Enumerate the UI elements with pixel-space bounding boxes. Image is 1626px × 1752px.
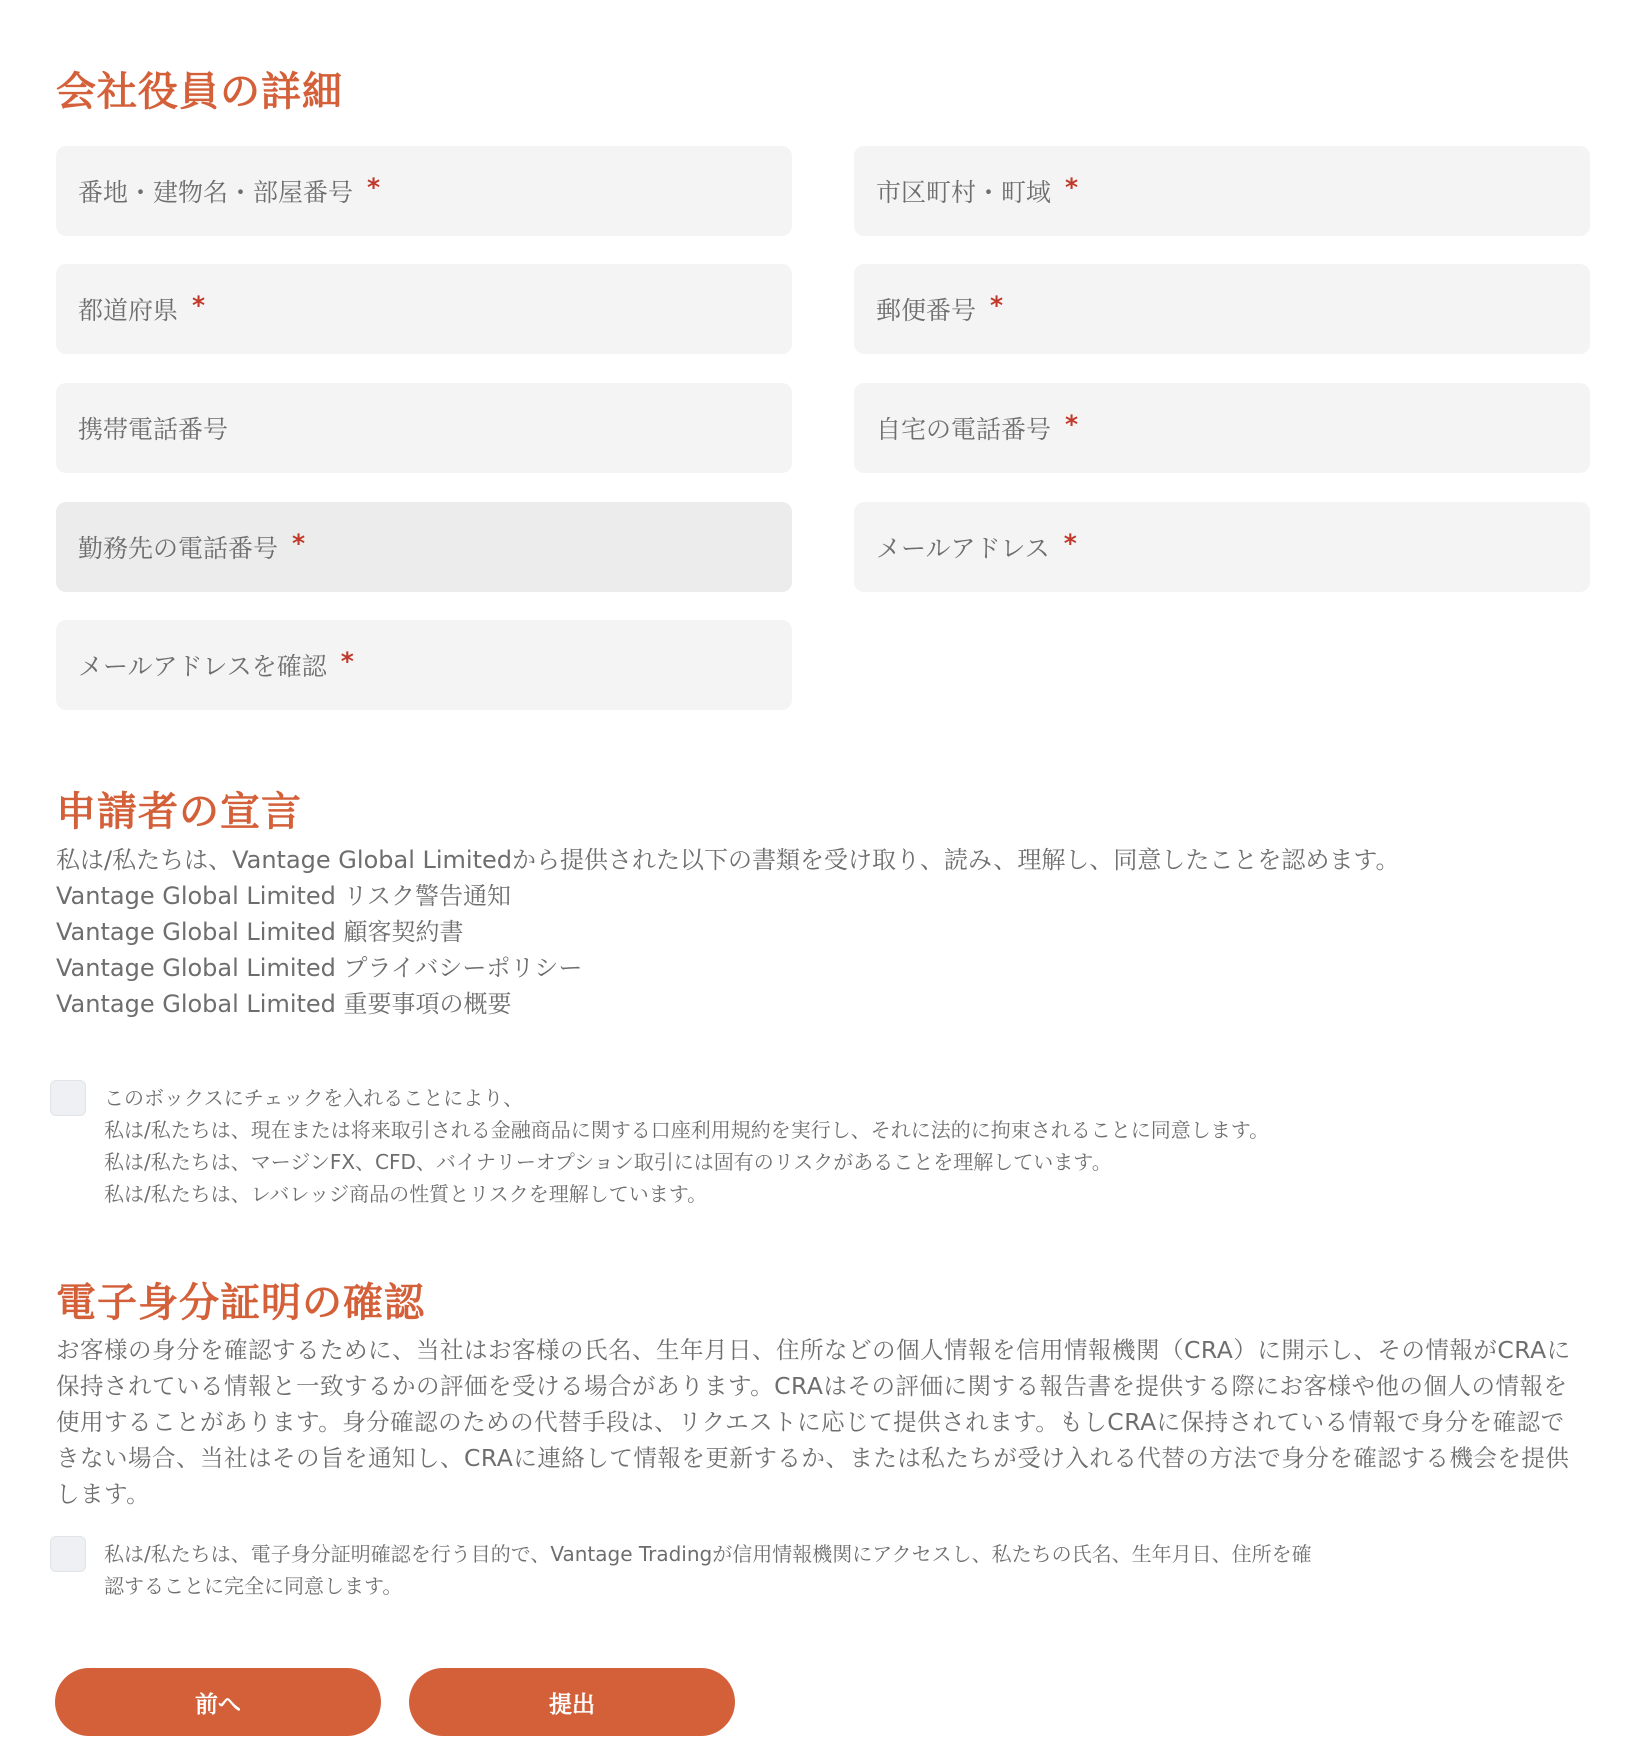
email-field[interactable] <box>854 502 1590 592</box>
terms-agreement-checkbox[interactable] <box>50 1080 86 1116</box>
home-phone-field[interactable] <box>854 383 1590 473</box>
email-confirm-label: メールアドレスを確認 <box>78 652 327 681</box>
eid-consent-text <box>104 1538 1414 1602</box>
postal-code-field[interactable] <box>854 264 1590 354</box>
declaration-title: 申請者の宣言 <box>56 789 302 835</box>
mobile-phone-label: 携帯電話番号 <box>78 415 229 444</box>
checkbox-line: 認することに完全に同意します。 <box>104 1574 403 1598</box>
prefecture-label: 都道府県 <box>78 296 179 325</box>
address-label: 番地・建物名・部屋番号 <box>78 178 354 207</box>
required-asterisk: * <box>292 528 306 558</box>
address-field[interactable] <box>56 146 792 236</box>
document-item: Vantage Global Limited リスク警告通知 <box>56 882 512 910</box>
required-asterisk: * <box>1065 409 1079 439</box>
required-asterisk: * <box>990 290 1004 320</box>
eid-title: 電子身分証明の確認 <box>56 1280 425 1326</box>
checkbox-line: 私は/私たちは、レバレッジ商品の性質とリスクを理解しています。 <box>104 1182 708 1206</box>
required-asterisk: * <box>1063 528 1077 558</box>
declaration-intro: 私は/私たちは、Vantage Global Limitedから提供された以下の書類を受け取り、読み、理解し、同意したことを認めます。 <box>56 846 1400 874</box>
checkbox-line: 私は/私たちは、現在または将来取引される金融商品に関する口座利用規約を実行し、それに法的に拘束されることに同意します。 <box>104 1118 1270 1142</box>
previous-button[interactable]: 前へ <box>55 1668 381 1736</box>
mobile-phone-field[interactable] <box>56 383 792 473</box>
terms-agreement-text <box>104 1082 1414 1210</box>
checkbox-line: このボックスにチェックを入れることにより、 <box>104 1086 524 1110</box>
eid-consent-checkbox[interactable] <box>50 1536 86 1572</box>
postal-code-label: 郵便番号 <box>876 296 977 325</box>
email-label: メールアドレス <box>876 534 1050 563</box>
officer-details-title: 会社役員の詳細 <box>56 69 343 115</box>
required-asterisk: * <box>340 646 354 676</box>
eid-paragraph: お客様の身分を確認するために、当社はお客様の氏名、生年月日、住所などの個人情報を信用情報機関（CRA）に開示し、その情報がCRAに保持されている情報と一致するかの評価を受ける場合があります。CRAはその評価に関する報告書を提供する際にお客様や他の個人の情報を使用することがあります。身分確認のための代替手段は、リクエストに応じて提供されます。もしCRAに保持されている情報で身分を確認できない場合、当社はその旨を通知し、CRAに連絡して情報を更新するか、または私たちが受け入れる代替の方法で身分を確認する機会を提供します。 <box>56 1336 1571 1508</box>
work-phone-field[interactable] <box>56 502 792 592</box>
required-asterisk: * <box>367 172 381 202</box>
city-label: 市区町村・町域 <box>876 178 1052 207</box>
checkbox-line: 私は/私たちは、電子身分証明確認を行う目的で、Vantage Tradingが信用情報機関にアクセスし、私たちの氏名、生年月日、住所を確 <box>104 1542 1312 1566</box>
document-item: Vantage Global Limited プライバシーポリシー <box>56 954 583 982</box>
document-item: Vantage Global Limited 顧客契約書 <box>56 918 464 946</box>
email-confirm-field[interactable] <box>56 620 792 710</box>
work-phone-label: 勤務先の電話番号 <box>78 534 279 563</box>
checkbox-line: 私は/私たちは、マージンFX、CFD、バイナリーオプション取引には固有のリスクがあることを理解しています。 <box>104 1150 1112 1174</box>
required-asterisk: * <box>1065 172 1079 202</box>
required-asterisk: * <box>192 290 206 320</box>
declaration-text <box>56 842 1576 1022</box>
city-field[interactable] <box>854 146 1590 236</box>
submit-button[interactable]: 提出 <box>409 1668 735 1736</box>
document-item: Vantage Global Limited 重要事項の概要 <box>56 990 512 1018</box>
home-phone-label: 自宅の電話番号 <box>876 415 1052 444</box>
prefecture-field[interactable] <box>56 264 792 354</box>
